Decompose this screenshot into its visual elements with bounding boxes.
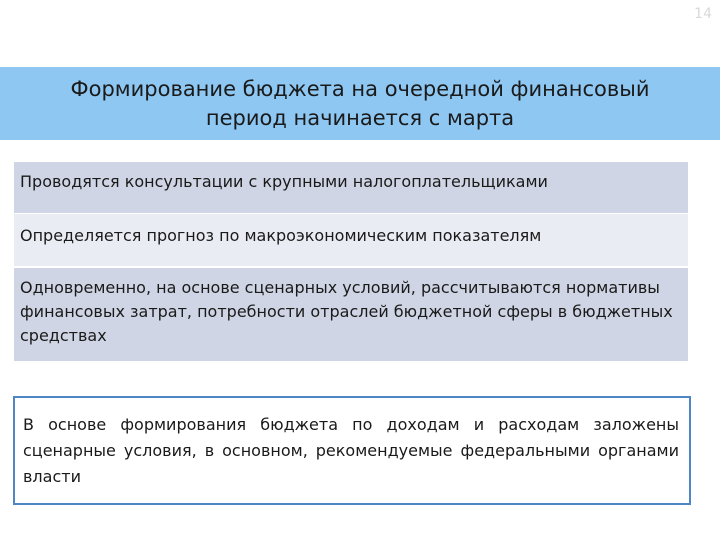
step-consultations: Проводятся консультации с крупными налогоплательщиками <box>14 162 688 213</box>
slide-number: 14 <box>694 6 712 22</box>
step-standards: Одновременно, на основе сценарных условий, рассчитываются нормативы финансовых затрат, потребности отраслей бюджетной сферы в бюджетных средствах <box>14 266 688 361</box>
title-banner <box>0 67 720 140</box>
slide-title: Формирование бюджета на очередной финансовый период начинается с марта <box>70 76 650 130</box>
step-forecast: Определяется прогноз по макроэкономическим показателям <box>14 213 688 266</box>
note-box: В основе формирования бюджета по доходам и расходам заложены сценарные условия, в основном, рекомендуемые федеральными органами власти <box>13 396 691 505</box>
steps-list <box>14 162 688 361</box>
